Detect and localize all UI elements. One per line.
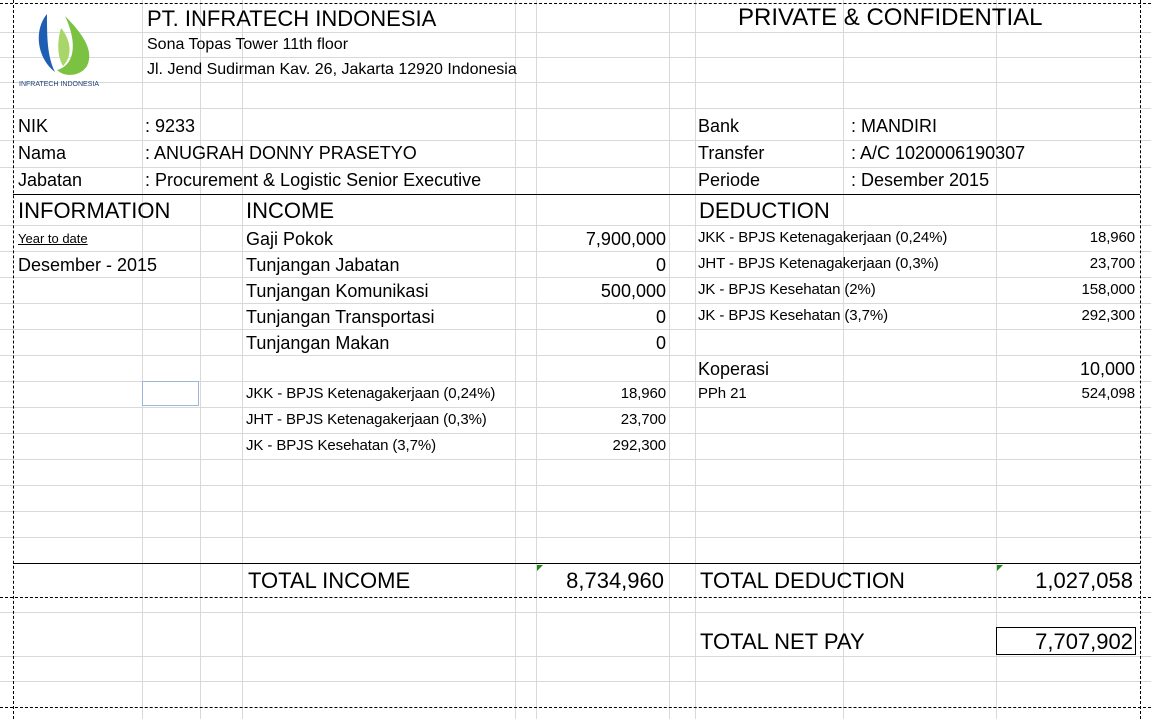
pph21-label: PPh 21 <box>698 385 747 402</box>
confidential-title: PRIVATE & CONFIDENTIAL <box>738 4 1043 31</box>
koperasi-value: 10,000 <box>1079 359 1135 379</box>
year-to-date-label: Year to date <box>18 231 88 246</box>
deduction-item-label: JKK - BPJS Ketenagakerjaan (0,24%) <box>698 229 948 246</box>
period-text: Desember - 2015 <box>18 255 158 275</box>
deduction-item-label: JHT - BPJS Ketenagakerjaan (0,3%) <box>698 255 939 272</box>
bank-label: Bank <box>698 116 740 136</box>
income-item-label: Tunjangan Jabatan <box>246 255 400 275</box>
transfer-value: : A/C 1020006190307 <box>851 143 1026 163</box>
deduction-item-value: 292,300 <box>1081 307 1135 324</box>
nik-label: NIK <box>18 116 49 136</box>
income-bpjs-label: JKK - BPJS Ketenagakerjaan (0,24%) <box>246 385 496 402</box>
income-item-value: 500,000 <box>600 281 666 301</box>
income-bpjs-value: 18,960 <box>620 385 666 402</box>
income-item-label: Tunjangan Komunikasi <box>246 281 429 301</box>
income-item-label: Gaji Pokok <box>246 229 334 249</box>
header-separator <box>13 194 1140 195</box>
koperasi-label: Koperasi <box>698 359 770 379</box>
transfer-label: Transfer <box>698 143 765 163</box>
information-heading: INFORMATION <box>18 198 171 223</box>
page-border-right <box>1140 0 1141 719</box>
company-address-2: Jl. Jend Sudirman Kav. 26, Jakarta 12920 Indonesia <box>147 61 517 78</box>
income-item-label: Tunjangan Makan <box>246 333 390 353</box>
periode-label: Periode <box>698 170 761 190</box>
income-heading: INCOME <box>246 198 334 223</box>
logo-text: INFRATECH INDONESIA <box>19 81 99 88</box>
selected-cell[interactable] <box>142 381 199 406</box>
totals-separator <box>13 563 1140 564</box>
company-name: PT. INFRATECH INDONESIA <box>147 6 437 31</box>
income-item-label: Tunjangan Transportasi <box>246 307 435 327</box>
deduction-item-label: JK - BPJS Kesehatan (3,7%) <box>698 307 888 324</box>
periode-value: : Desember 2015 <box>851 170 990 190</box>
total-net-pay-value: 7,707,902 <box>1035 629 1133 654</box>
income-item-value: 0 <box>655 333 666 353</box>
income-item-value: 0 <box>655 255 666 275</box>
deduction-item-label: JK - BPJS Kesehatan (2%) <box>698 281 876 298</box>
deduction-item-value: 23,700 <box>1089 255 1135 272</box>
nama-value: : ANUGRAH DONNY PRASETYO <box>145 143 417 163</box>
total-income-label: TOTAL INCOME <box>248 568 411 593</box>
company-logo <box>17 6 127 92</box>
company-address-1: Sona Topas Tower 11th floor <box>147 36 349 53</box>
total-income-value: 8,734,960 <box>566 568 664 593</box>
total-net-pay-label: TOTAL NET PAY <box>700 629 865 654</box>
income-bpjs-value: 23,700 <box>620 411 666 428</box>
nama-label: Nama <box>18 143 67 163</box>
page-border-left <box>13 0 14 719</box>
total-deduction-label: TOTAL DEDUCTION <box>700 568 905 593</box>
logo-drop-icon <box>17 6 127 78</box>
deduction-item-value: 158,000 <box>1081 281 1135 298</box>
jabatan-label: Jabatan <box>18 170 83 190</box>
income-item-value: 7,900,000 <box>585 229 666 249</box>
page-break-line <box>0 597 1151 598</box>
bank-value: : MANDIRI <box>851 116 938 136</box>
deduction-heading: DEDUCTION <box>699 198 830 223</box>
nik-value: : 9233 <box>145 116 196 136</box>
total-deduction-value: 1,027,058 <box>1035 568 1133 593</box>
page-border-bottom <box>0 707 1151 708</box>
deduction-item-value: 18,960 <box>1089 229 1135 246</box>
income-bpjs-value: 292,300 <box>612 437 666 454</box>
jabatan-value: : Procurement & Logistic Senior Executive <box>145 170 482 190</box>
income-bpjs-label: JHT - BPJS Ketenagakerjaan (0,3%) <box>246 411 487 428</box>
income-item-value: 0 <box>655 307 666 327</box>
pph21-value: 524,098 <box>1081 385 1135 402</box>
income-bpjs-label: JK - BPJS Kesehatan (3,7%) <box>246 437 436 454</box>
